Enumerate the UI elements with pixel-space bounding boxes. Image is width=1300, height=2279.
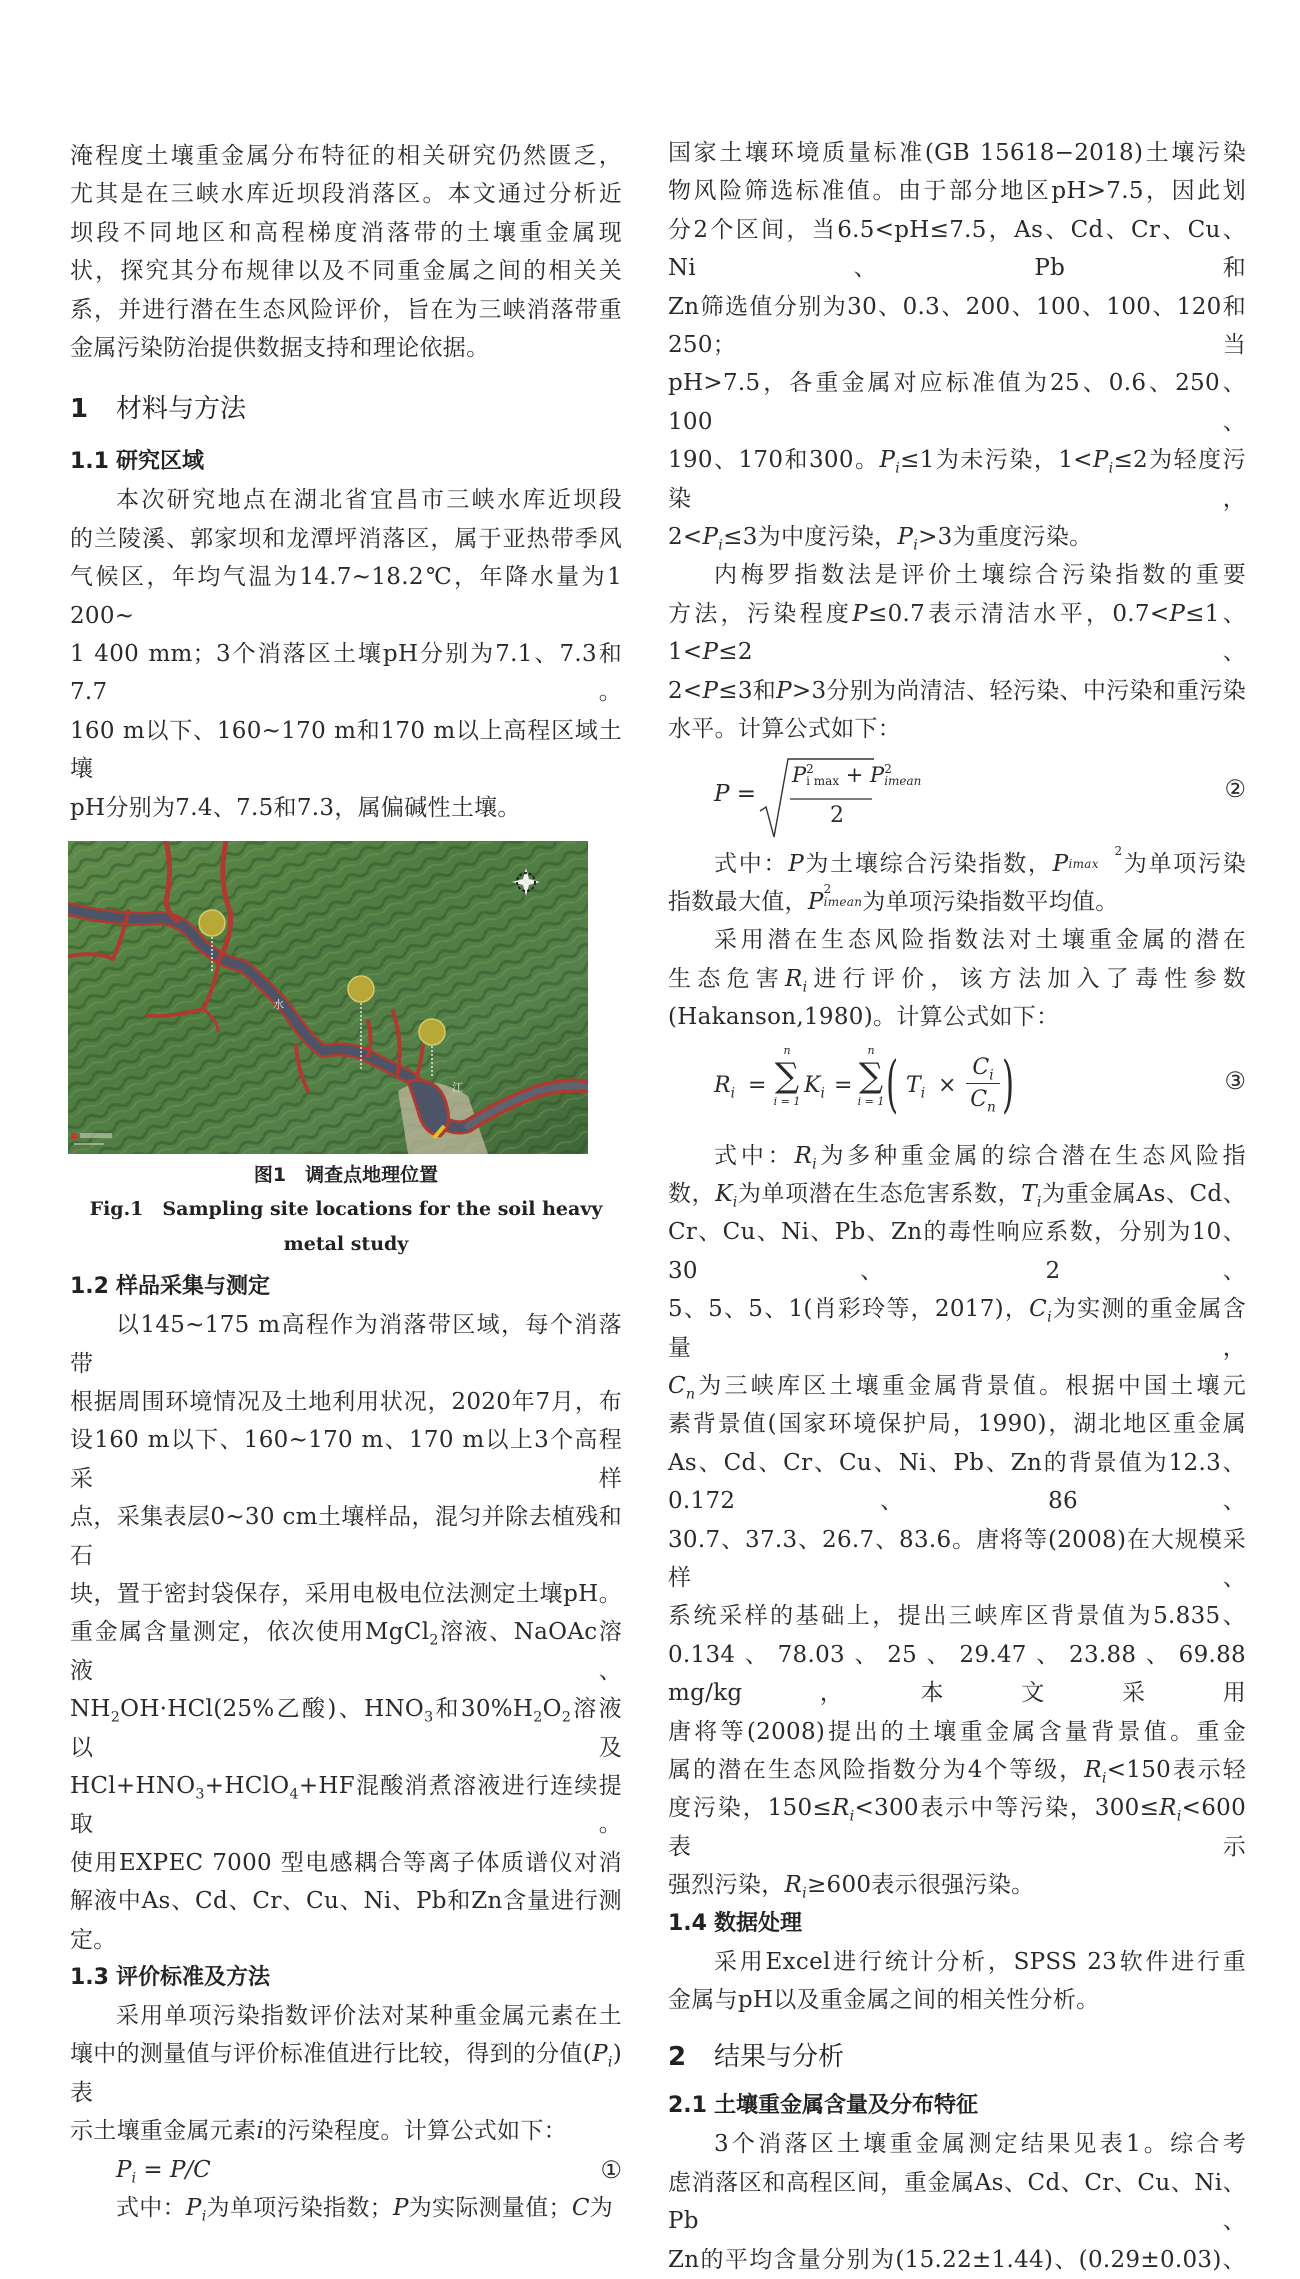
intro-line: 尤其是在三峡水库近坝段消落区。本文通过分析近 (70, 181, 622, 208)
subscript: i (730, 1084, 735, 1101)
var: P (879, 447, 896, 474)
var: C (970, 1086, 988, 1112)
subscript: i (989, 1066, 994, 1083)
section-heading-2 (668, 2037, 1246, 2077)
equation-rhs: = P/C (136, 2156, 211, 2183)
sum-upper: n (867, 1043, 875, 1057)
text-run: 数， (668, 1180, 716, 1207)
section-title: 材料与方法 (116, 394, 247, 425)
text-run: 和30%H (433, 1696, 534, 1723)
subscript: i (802, 979, 808, 996)
text-run: ≤3为中度污染， (723, 524, 898, 551)
subscript: i (131, 2170, 137, 2187)
text-run: ≤1为未污染，1< (900, 447, 1093, 474)
body-line: 30.7、37.3、26.7、83.6。唐将等(2008)在大规模采样、 (668, 1526, 1246, 1591)
body-line (668, 845, 1246, 883)
equation-2 (668, 753, 1246, 845)
subscript: 2 (110, 1709, 121, 1726)
subsection-heading-2-1 (668, 2087, 1246, 2125)
var: T (1021, 1180, 1037, 1207)
text-run: 为单项污染 (1122, 850, 1247, 877)
body-line: 虑消落区和高程区间，重金属As、Cd、Cr、Cu、Ni、Pb、 (668, 2169, 1246, 2235)
subsection-title: 土壤重金属含量及分布特征 (714, 2093, 979, 2119)
section-number: 2 (668, 2042, 687, 2073)
text-run: 的污染程度。计算公式如下： (264, 2118, 567, 2145)
subsection-title: 研究区域 (116, 449, 205, 475)
var: C (1029, 1296, 1048, 1323)
body-line: pH分别为7.4、7.5和7.3，属偏碱性土壤。 (70, 794, 521, 821)
var: P (1052, 850, 1069, 877)
map-river-label: 水 (273, 998, 284, 1012)
var: P (1169, 600, 1186, 627)
section-title: 结果与分析 (714, 2042, 845, 2073)
text-run: 壤中的测量值与评价标准值进行比较，得到的分值( (70, 2041, 593, 2068)
subscript: imean (823, 894, 863, 909)
text-run: >3为重度污染。 (918, 524, 1093, 551)
text-run: <600表示 (668, 1795, 1246, 1860)
body-line: As、Cd、Cr、Cu、Ni、Pb、Zn的背景值为12.3、0.172、86、 (668, 1449, 1246, 1515)
subscript: 2 (533, 1709, 543, 1726)
subscript: 4 (289, 1786, 299, 1803)
body-line: 的兰陵溪、郭家坝和龙潭坪消落区，属于亚热带季风 (70, 525, 622, 552)
text-run: +HClO (204, 1772, 290, 1799)
var: P (185, 2194, 202, 2221)
subscript: 2 (429, 1632, 439, 1649)
text-run: 强烈污染， (668, 1872, 785, 1899)
text-run: 190、170和300。 (668, 447, 880, 474)
text-run: 为多种重金属的综合潜在生态风险指 (816, 1142, 1246, 1169)
subsection-number: 1.2 (70, 1274, 109, 1300)
map-river-label: 江 (452, 1081, 463, 1095)
text-run: 方法，污染程度 (668, 600, 853, 627)
text-run: 为 (589, 2194, 614, 2221)
var: R (784, 965, 803, 992)
var: P (702, 677, 719, 704)
text-run: ≤3和 (718, 677, 777, 704)
body-line: 以145~175 m高程作为消落带区域，每个消落带 (70, 1312, 622, 1377)
body-line (668, 883, 1246, 921)
var: K (715, 1180, 733, 1207)
equation-3 (668, 1041, 1246, 1137)
var: R (714, 1072, 731, 1098)
var: R (1084, 1757, 1102, 1784)
equation-number: ② (1224, 774, 1246, 803)
subscript: n (685, 1386, 696, 1403)
subscript: 2 (561, 1709, 572, 1726)
var: P (788, 850, 804, 877)
sum-lower: i = 1 (857, 1094, 885, 1108)
body-line: Cr、Cu、Ni、Pb、Zn的毒性响应系数，分别为10、30、2、 (668, 1219, 1246, 1284)
body-line: 块，置于密封袋保存，采用电极电位法测定土壤pH。 (70, 1580, 622, 1607)
text-run: 进行评价，该方法加入了毒性参数 (807, 965, 1246, 992)
body-line (70, 1690, 622, 1767)
body-line (668, 1137, 1246, 1175)
body-line: 本次研究地点在湖北省宜昌市三峡水库近坝段 (116, 487, 622, 514)
sum-symbol: ∑ (774, 1055, 800, 1096)
equation-number: ① (600, 2155, 622, 2184)
body-line: 气候区，年均气温为14.7~18.2℃，年降水量为1 200~ (70, 564, 622, 629)
text-run: 式中： (714, 850, 789, 877)
var: P (897, 524, 914, 551)
var: R (1159, 1795, 1177, 1822)
body-line (70, 1767, 622, 1844)
satellite-map-image (68, 841, 588, 1154)
intro-line: 状，探究其分布规律以及不同重金属之间的相关关 (70, 258, 622, 285)
operator: = (748, 1072, 767, 1098)
subscript: 3 (424, 1709, 434, 1726)
subscript: 3 (195, 1786, 205, 1803)
text-run: ≥600表示很强污染。 (806, 1872, 1035, 1899)
var: K (804, 1072, 821, 1098)
text-run: +HF混酸消煮溶液进行连续提取。 (70, 1772, 622, 1838)
section-heading-1 (70, 389, 622, 429)
text-run: 为实测的重金属含量， (668, 1296, 1246, 1361)
subscript: i (1036, 1194, 1042, 1211)
var: i (256, 2118, 265, 2145)
text-run: 为土壤综合污染指数， (803, 850, 1053, 877)
subscript: i (802, 1885, 807, 1902)
body-line (70, 2112, 622, 2150)
text-run: O (542, 1696, 562, 1723)
equation-2-numerator (792, 763, 921, 787)
intro-line: 系，并进行潜在生态风险评价，旨在为三峡消落带重 (70, 296, 622, 323)
sum-lower: i = 1 (773, 1094, 801, 1108)
body-line (668, 1367, 1246, 1405)
equation-number: ③ (1224, 1066, 1246, 1095)
body-line: 1 400 mm；3个消落区土壤pH分别为7.1、7.3和7.7。 (70, 641, 622, 706)
subscript: imean (884, 773, 922, 788)
figure-caption-cn: 图1 调查点地理位置 (253, 1164, 439, 1187)
operator: = (834, 1072, 853, 1098)
intro-line: 坝段不同地区和高程梯度消落带的土壤重金属现 (70, 219, 622, 246)
text-run: 为单项潜在生态危害系数， (737, 1180, 1022, 1207)
subscript: i (820, 1084, 825, 1101)
text-run: 示土壤重金属元素 (70, 2118, 257, 2145)
subsection-number: 1.4 (668, 1910, 707, 1936)
text-run: <300表示中等污染，300≤ (854, 1795, 1160, 1822)
subscript: i (849, 1809, 855, 1826)
body-line: 点，采集表层0~30 cm土壤样品，混匀并除去植残和石 (70, 1504, 622, 1569)
var: P (702, 524, 719, 551)
var: P (792, 762, 807, 787)
body-line: 国家土壤环境质量标准(GB 15618−2018)土壤污染 (668, 140, 1246, 166)
var: R (784, 1872, 803, 1899)
figure-1-map (68, 841, 588, 1154)
text-run: 溶液、NaOAc溶液、 (70, 1619, 623, 1684)
right-column (668, 134, 1246, 2279)
text-run: 为单项污染指数； (206, 2194, 393, 2221)
text-run: ≤0.7表示清洁水平，0.7< (868, 600, 1170, 627)
body-line (668, 1751, 1246, 1789)
body-line: Zn的平均含量分别为(15.22±1.44)、(0.29±0.03)、 (668, 2246, 1246, 2273)
var: P (870, 762, 885, 787)
text-run: 2< (668, 524, 703, 551)
var: T (906, 1072, 921, 1098)
var: C (972, 1054, 990, 1080)
var: P (392, 2194, 409, 2221)
body-line: 采用单项污染指数评价法对某种重金属元素在土 (116, 2003, 622, 2029)
var: P (116, 2156, 132, 2183)
text-run: ≤2为轻度污染， (668, 447, 1246, 512)
body-line: 使用EXPEC 7000 型电感耦合等离子体质谱仪对消 (70, 1849, 622, 1876)
body-line (70, 2189, 622, 2227)
var: P (1092, 447, 1109, 474)
body-line: 内梅罗指数法是评价土壤综合污染指数的重要 (714, 562, 1246, 589)
subsection-number: 1.3 (70, 1965, 109, 1990)
body-line (668, 672, 1246, 710)
var: C (571, 2194, 590, 2221)
subscript: i (732, 1194, 738, 1211)
superscript: 2 (884, 761, 892, 776)
superscript: 2 (806, 761, 814, 776)
var: P (807, 888, 824, 915)
text-run: ≤1、1< (668, 600, 1246, 666)
var: P (592, 2041, 608, 2068)
text-run: 度污染，150≤ (668, 1795, 832, 1822)
subscript: i max (806, 773, 840, 788)
right-paren: ) (1002, 1046, 1015, 1120)
body-line: 唐将等(2008)提出的土壤重金属含量背景值。重金 (668, 1718, 1246, 1745)
var: P (776, 677, 792, 704)
body-line: Zn筛选值分别为30、0.3、200、100、100、120和250；当 (668, 293, 1246, 359)
subscript: i (895, 460, 901, 477)
text-run: 为三峡库区土壤重金属背景值。根据中国土壤元 (695, 1372, 1246, 1399)
body-line (70, 2035, 622, 2112)
body-line: 根据周围环境情况及土地利用状况，2020年7月，布 (70, 1388, 622, 1415)
sum-upper: n (783, 1043, 791, 1057)
equation-lhs: P = (714, 780, 757, 807)
left-column (70, 137, 622, 2227)
var: P (852, 600, 869, 627)
subsection-heading-1-4 (668, 1905, 1246, 1943)
subsection-title: 样品采集与测定 (116, 1274, 271, 1300)
body-line (668, 1290, 1246, 1367)
text-run: ≤2、 (718, 639, 1246, 666)
figure-caption-en-cont: metal study (283, 1233, 409, 1256)
text-run: HCl+HNO (70, 1772, 196, 1799)
equation-1 (70, 2151, 622, 2189)
text-run: 5、5、5、1(肖彩玲等，2017)， (668, 1296, 1030, 1323)
body-line: pH>7.5，各重金属对应标准值为25、0.6、250、100、 (668, 370, 1246, 435)
section-number: 1 (70, 394, 89, 425)
body-line (668, 518, 1246, 556)
body-line (668, 595, 1246, 672)
subscript: i (718, 537, 724, 554)
body-line: 3个消落区土壤重金属测定结果见表1。综合考 (714, 2131, 1246, 2158)
body-line (668, 1866, 1246, 1904)
subsection-heading-1-3 (70, 1959, 622, 1997)
text-run: 为重金属As、Cd、 (1041, 1180, 1246, 1207)
body-line: 0.134、78.03、25、29.47、23.88、69.88 mg/kg，本文采用 (668, 1641, 1246, 1707)
intro-line: 金属污染防治提供数据支持和理论依据。 (70, 335, 490, 362)
superscript: 2 (823, 881, 832, 896)
subsection-heading-1-1 (70, 443, 622, 481)
var: C (668, 1372, 686, 1399)
subscript: i (607, 2055, 613, 2071)
intro-line: 淹程度土壤重金属分布特征的相关研究仍然匮乏， (70, 143, 622, 169)
text-run: 2< (668, 677, 703, 704)
subscript: i (201, 2208, 207, 2225)
body-line: 物风险筛选标准值。由于部分地区pH>7.5，因此划 (668, 178, 1246, 205)
text-run: 为实际测量值； (408, 2194, 572, 2221)
subsection-number: 1.1 (70, 449, 109, 475)
text-run: 式中： (116, 2194, 186, 2221)
text-run: >3分别为尚清洁、轻污染、中污染和重污染 (791, 677, 1246, 704)
subscript: i (920, 1084, 926, 1101)
text-run: 重金属含量测定，依次使用MgCl (70, 1619, 430, 1646)
figure-caption-en: Fig.1 Sampling site locations for the soil heavy (89, 1198, 603, 1221)
body-line: 解液中As、Cd、Cr、Cu、Ni、Pb和Zn含量进行测定。 (70, 1888, 622, 1953)
var: R (794, 1142, 813, 1169)
subscript: i (1108, 460, 1114, 477)
body-line (70, 1613, 622, 1690)
text-run: 属的潜在生态风险指数分为4个等级， (668, 1757, 1085, 1784)
text-run: <150表示轻 (1106, 1757, 1246, 1784)
body-line: 设160 m以下、160~170 m、170 m以上3个高程采样 (70, 1427, 622, 1492)
subscript: n (987, 1098, 996, 1115)
body-line: 采用潜在生态风险指数法对土壤重金属的潜在 (714, 927, 1246, 954)
body-line: 分2个区间，当6.5<pH≤7.5，As、Cd、Cr、Cu、Ni、Pb和 (668, 216, 1246, 282)
text-run: 溶液以及 (70, 1696, 622, 1761)
subscript: i (1101, 1770, 1107, 1787)
subscript: i (1176, 1809, 1182, 1826)
text-run: OH·HCl(25%乙酸)、HNO (120, 1696, 425, 1723)
subscript: i (1047, 1309, 1052, 1326)
var: R (831, 1795, 850, 1822)
subsection-heading-1-2 (70, 1268, 622, 1306)
sum-symbol: ∑ (858, 1055, 884, 1096)
superscript: 2 (1114, 843, 1123, 858)
text-run: )表 (70, 2041, 622, 2106)
subsection-title: 数据处理 (714, 1910, 803, 1936)
subscript: imax (1068, 856, 1099, 871)
body-line: 素背景值(国家环境保护局，1990)，湖北地区重金属 (668, 1411, 1246, 1438)
body-line: 水平。计算公式如下： (668, 716, 901, 743)
left-paren: ( (886, 1046, 899, 1120)
subscript: i (812, 1156, 817, 1173)
body-line (668, 960, 1246, 998)
text-run: NH (70, 1696, 111, 1723)
body-line: 采用Excel进行统计分析，SPSS 23软件进行重 (714, 1948, 1246, 1975)
operator: + (839, 762, 871, 787)
subsection-title: 评价标准及方法 (116, 1965, 271, 1990)
text-run: 为单项污染指数平均值。 (862, 888, 1119, 915)
body-line: 系统采样的基础上，提出三峡库区背景值为5.835、 (668, 1603, 1246, 1630)
body-line (668, 441, 1246, 518)
equation-2-denominator: 2 (830, 802, 844, 828)
body-line: 金属与pH以及重金属之间的相关性分析。 (668, 1987, 1100, 2014)
text-run: 生态危害 (668, 965, 785, 992)
body-line: 160 m以下、160~170 m和170 m以上高程区域土壤 (70, 717, 622, 783)
text-run: 式中： (714, 1142, 795, 1169)
text-run: 指数最大值， (668, 888, 808, 915)
body-line: (Hakanson,1980)。计算公式如下： (668, 1004, 1060, 1031)
subscript: i (913, 537, 919, 554)
subsection-number: 2.1 (668, 2093, 707, 2119)
body-line (668, 1789, 1246, 1866)
var: P (702, 639, 719, 666)
operator: × (938, 1072, 957, 1098)
body-line (668, 1175, 1246, 1213)
